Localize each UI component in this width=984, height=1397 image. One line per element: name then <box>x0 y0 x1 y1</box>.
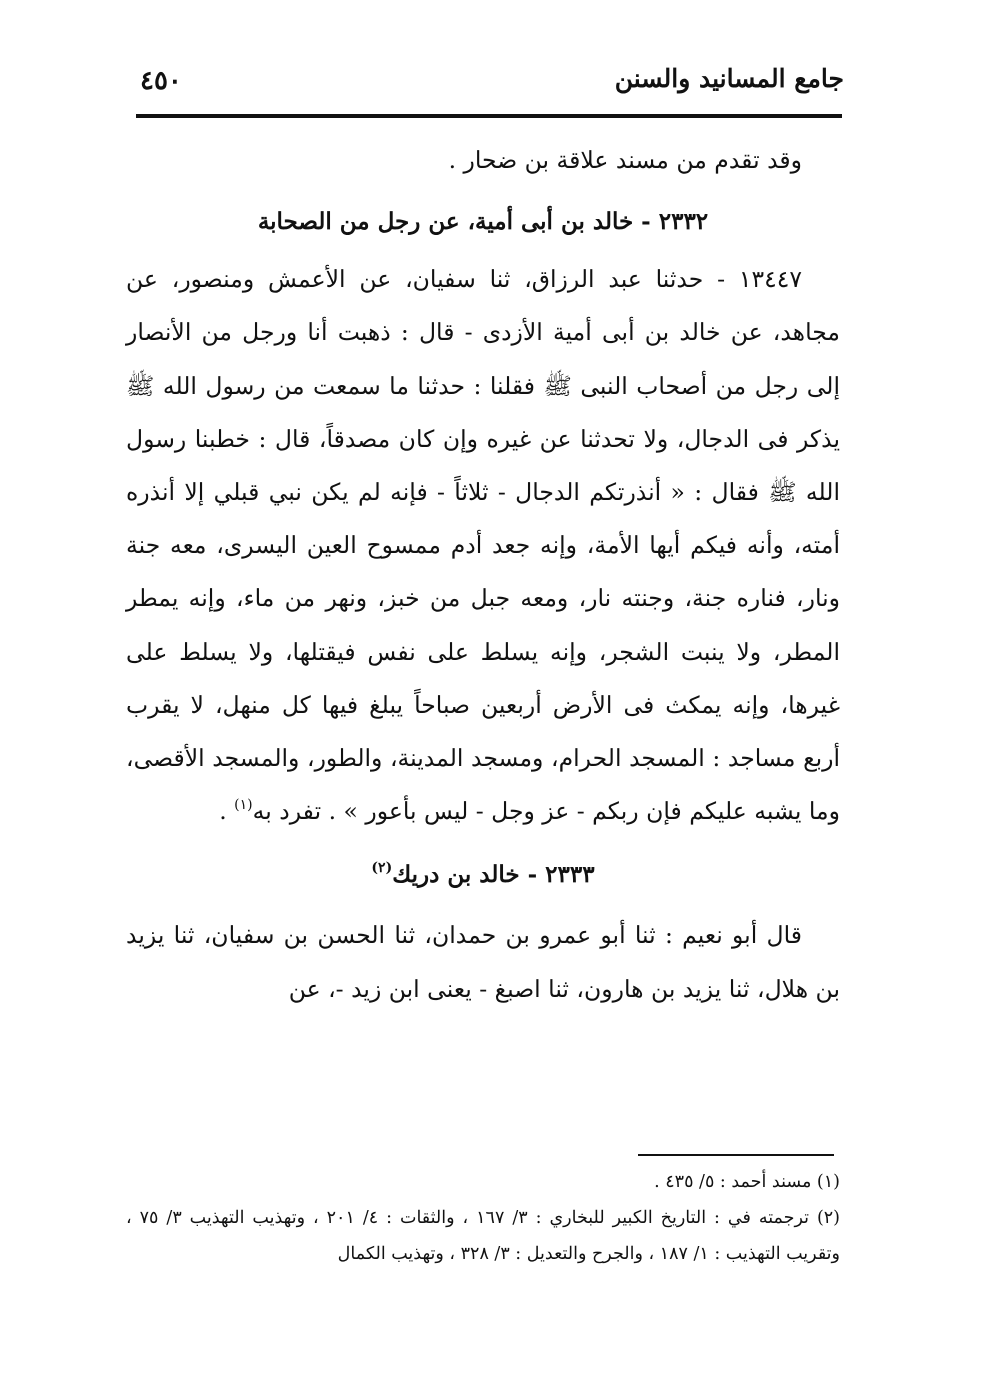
footnote-marker-2: (٢) <box>371 860 393 877</box>
section-2333-paragraph: قال أبو نعيم : ثنا أبو عمرو بن حمدان، ثنا الحسن بن سفيان، ثنا يزيد بن هلال، ثنا يزيد بن هارون، ثنا اصبغ - يعنى ابن زيد -، عن <box>126 921 840 1003</box>
footnote-1: (١) مسند أحمد : ٥/ ٤٣٥ . <box>654 1172 840 1192</box>
header-rule <box>136 114 842 118</box>
footnotes <box>126 1164 840 1272</box>
footnote-marker-1: (١) <box>234 797 253 814</box>
hadith-text: ١٣٤٤٧ - حدثنا عبد الرزاق، ثنا سفيان، عن الأعمش ومنصور، عن مجاهد، عن خالد بن أبى أمية الأزدى - قال : ذهبت أنا ورجل من الأنصار إلى رجل من أصحاب النبى ﷺ فقلنا : حدثنا ما سمعت من رسول الله ﷺ يذكر فى الدجال، ولا تحدثنا عن غيره وإن كان مصدقاً، قال : خطبنا رسول الله ﷺ فقال : « أنذرتكم الدجال - ثلاثاً - فإنه لم يكن نبي قبلي إلا أنذره أمته، وأنه فيكم أيها الأمة، وإنه جعد أدم ممسوح العين اليسرى، معه جنة ونار، فناره جنة، وجنته نار، ومعه جبل من خبز، ونهر من ماء، وإنه يمطر المطر، ولا ينبت الشجر، وإنه يسلط على نفس فيقتلها، ولا يسلط على غيرها، وإنه يمكث فى الأرض أربعين صباحاً يبلغ فيها كل منهل، لا يقرب أربع مساجد : المسجد الحرام، ومسجد المدينة، والطور، والمسجد الأقصى، وما يشبه عليكم فإن ربكم - عز وجل - ليس بأعور » . تفرد به <box>126 265 840 826</box>
section-heading-2333 <box>126 848 840 905</box>
footnote-2: (٢) ترجمته في : التاريخ الكبير للبخاري : ٣/ ١٦٧ ، والثقات : ٤/ ٢٠١ ، وتهذيب التهذيب ٣/ ٧٥ ، وتقريب التهذيب : ١/ ١٨٧ ، والجرح والتعديل : ٣/ ٣٢٨ ، وتهذيب الكمال <box>126 1208 840 1264</box>
section-heading-2333-text: ٢٣٣٣ - خالد بن دريك <box>392 861 595 889</box>
page-number: ٤٥٠ <box>140 66 182 96</box>
hadith-closing: . <box>219 797 235 826</box>
intro-line: وقد تقدم من مسند علاقة بن ضحار . <box>448 146 802 174</box>
footnote-rule <box>638 1154 834 1156</box>
running-title: جامع المسانيد والسنن <box>614 64 844 93</box>
main-text <box>126 134 840 1016</box>
section-heading-2332: ٢٣٣٢ - خالد بن أبى أمية، عن رجل من الصحابة <box>257 208 709 236</box>
hadith-paragraph-13447 <box>126 253 840 842</box>
